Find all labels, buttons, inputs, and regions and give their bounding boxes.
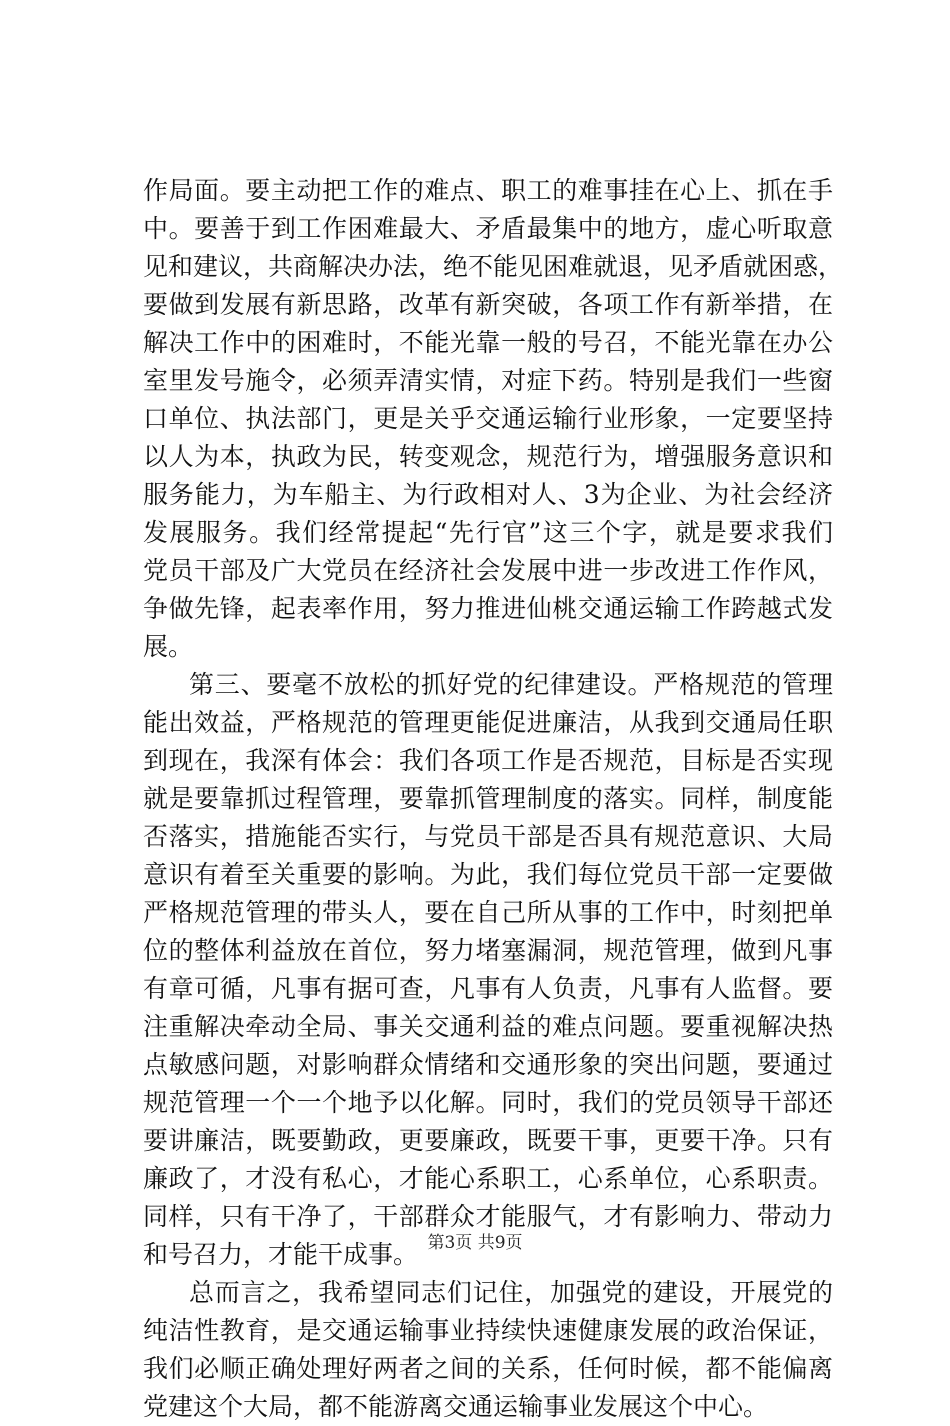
text-line: 点敏感问题，对影响群众情绪和交通形象的突出问题，要通过	[143, 1050, 833, 1079]
text-line: 意识有着至关重要的影响。为此，我们每位党员干部一定要做	[143, 860, 833, 889]
text-line: 严格规范管理的带头人，要在自己所从事的工作中，时刻把单	[143, 898, 833, 927]
text-line: 展。	[143, 632, 194, 661]
text-line: 党建这个大局，都不能游离交通运输事业发展这个中心。	[143, 1392, 769, 1421]
text-line: 见和建议，共商解决办法，绝不能见困难就退，见矛盾就困惑，	[143, 252, 844, 281]
text-line: 我们必顺正确处理好两者之间的关系，任何时候，都不能偏离	[143, 1354, 833, 1383]
text-line: 规范管理一个一个地予以化解。同时，我们的党员领导干部还	[143, 1088, 833, 1117]
text-line: 到现在，我深有体会：我们各项工作是否规范，目标是否实现	[143, 746, 833, 775]
paragraph-start-line: 总而言之，我希望同志们记住，加强党的建设，开展党的	[189, 1278, 833, 1307]
text-line: 位的整体利益放在首位，努力堵塞漏洞，规范管理，做到凡事	[143, 936, 833, 965]
text-line: 以人为本，执政为民，转变观念，规范行为，增强服务意识和	[143, 442, 833, 471]
text-line: 解决工作中的困难时，不能光靠一般的号召，不能光靠在办公	[143, 328, 833, 357]
text-line: 室里发号施令，必须弄清实情，对症下药。特别是我们一些窗	[143, 366, 833, 395]
text-line: 党员干部及广大党员在经济社会发展中进一步改进工作作风，	[143, 556, 833, 585]
text-line: 口单位、执法部门，更是关乎交通运输行业形象，一定要坚持	[143, 404, 833, 433]
text-line: 纯洁性教育，是交通运输事业持续快速健康发展的政治保证，	[143, 1316, 833, 1345]
page-number-footer: 第3页 共9页	[427, 1233, 523, 1253]
paragraph-start-line: 第三、要毫不放松的抓好党的纪律建设。严格规范的管理	[189, 670, 833, 699]
text-line: 有章可循，凡事有据可查，凡事有人负责，凡事有人监督。要	[143, 974, 833, 1003]
text-line: 要做到发展有新思路，改革有新突破，各项工作有新举措，在	[143, 290, 833, 319]
text-line: 同样，只有干净了，干部群众才能服气，才有影响力、带动力	[143, 1202, 833, 1231]
text-line: 要讲廉洁，既要勤政，更要廉政，既要干事，更要干净。只有	[143, 1126, 833, 1155]
text-line: 作局面。要主动把工作的难点、职工的难事挂在心上、抓在手	[143, 176, 833, 205]
text-line: 能出效益，严格规范的管理更能促进廉洁，从我到交通局任职	[143, 708, 833, 737]
text-line: 争做先锋，起表率作用，努力推进仙桃交通运输工作跨越式发	[143, 594, 833, 623]
text-line: 服务能力，为车船主、为行政相对人、3为企业、为社会经济	[143, 480, 833, 509]
text-line: 发展服务。我们经常提起“先行官”这三个字，就是要求我们	[143, 518, 833, 547]
text-line: 注重解决牵动全局、事关交通利益的难点问题。要重视解决热	[143, 1012, 833, 1041]
text-line: 否落实，措施能否实行，与党员干部是否具有规范意识、大局	[143, 822, 833, 851]
text-line: 就是要靠抓过程管理，要靠抓管理制度的落实。同样，制度能	[143, 784, 833, 813]
text-line: 中。要善于到工作困难最大、矛盾最集中的地方，虚心听取意	[143, 214, 833, 243]
text-line: 廉政了，才没有私心，才能心系职工，心系单位，心系职责。	[143, 1164, 833, 1193]
text-line: 和号召力，才能干成事。	[143, 1240, 419, 1269]
